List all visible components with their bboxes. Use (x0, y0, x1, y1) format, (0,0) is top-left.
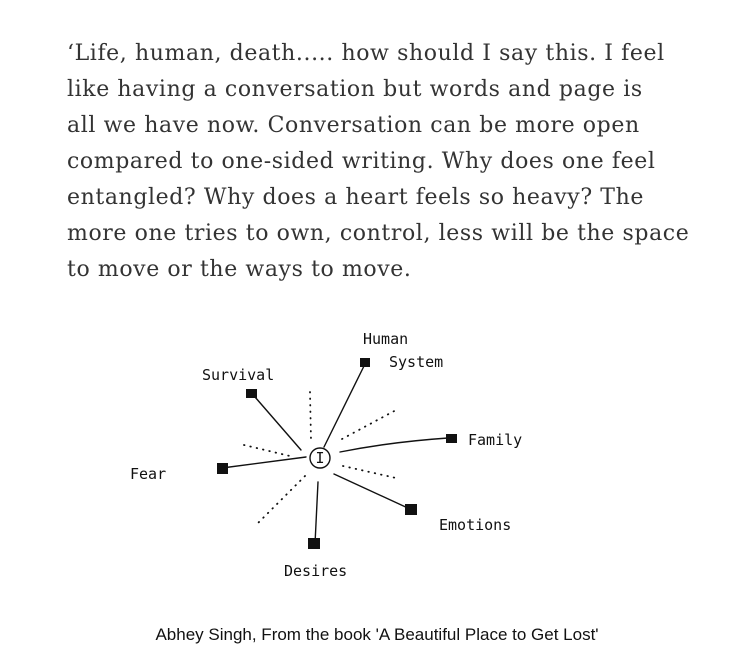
label-fear: Fear (130, 465, 167, 483)
node-fear (217, 463, 228, 474)
label-survival: Survival (202, 366, 275, 384)
connector-family (340, 438, 448, 452)
quote-line: ‘Life, human, death..... how should I say this. I feel (67, 41, 665, 66)
quote-line: entangled? Why does a heart feels so heavy? The (67, 185, 644, 210)
connector-survival (255, 397, 301, 450)
label-emotions: Emotions (439, 516, 512, 534)
center-label: I (315, 449, 325, 467)
label-human: Human (363, 330, 409, 348)
connector-emotions (334, 474, 410, 509)
quote-line: to move or the ways to move. (67, 257, 412, 282)
dotted-ray (310, 392, 311, 440)
dotted-ray (258, 476, 305, 523)
connector-desires (315, 482, 318, 544)
node-family (446, 434, 457, 443)
node-survival (246, 389, 257, 398)
connector-fear (222, 457, 306, 468)
dotted-ray (343, 466, 396, 478)
node-desires (308, 538, 320, 549)
dotted-ray (342, 409, 398, 439)
self-diagram (0, 300, 754, 600)
quote-line: compared to one-sided writing. Why does one feel (67, 149, 656, 174)
quote-line: more one tries to own, control, less will be the space (67, 221, 690, 246)
node-system (360, 358, 370, 367)
dotted-ray (244, 445, 294, 457)
quote-line: all we have now. Conversation can be more open (67, 113, 640, 138)
quote-line: like having a conversation but words and page is (67, 77, 643, 102)
label-system: System (389, 353, 444, 371)
node-emotions (405, 504, 417, 515)
label-family: Family (468, 431, 523, 449)
connector-system (324, 364, 365, 447)
quote-text (67, 36, 707, 288)
caption: Abhey Singh, From the book 'A Beautiful Place to Get Lost' (155, 625, 599, 644)
label-desires: Desires (284, 562, 348, 580)
